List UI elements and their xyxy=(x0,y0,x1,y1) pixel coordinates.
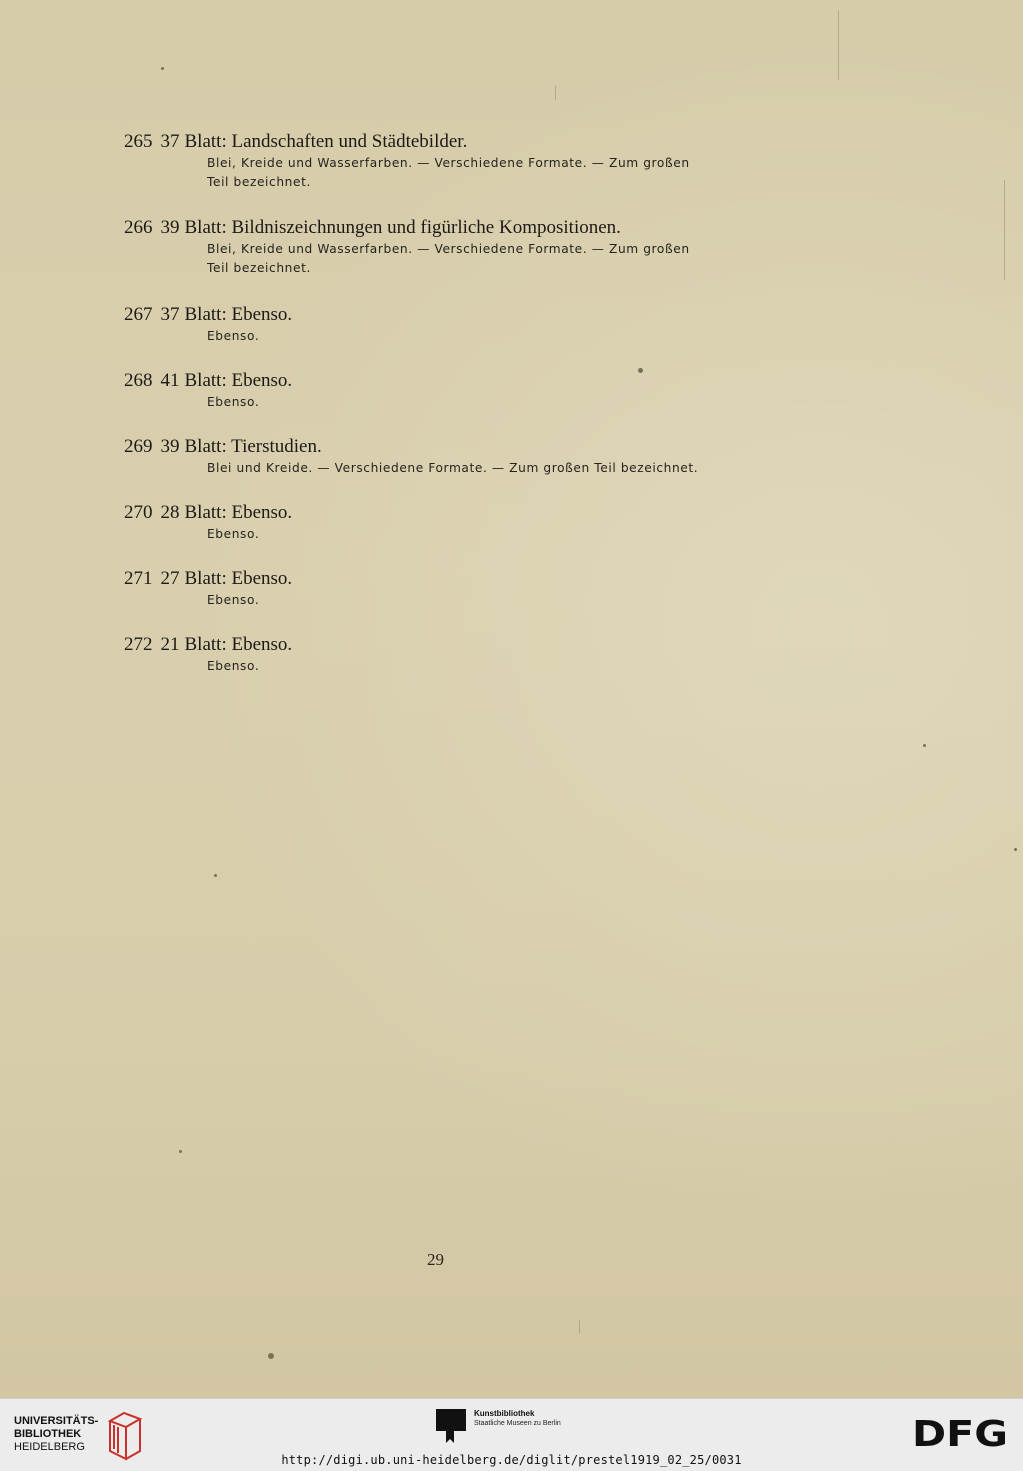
entry-description-line: Blei, Kreide und Wasserfarben. — Verschiedene Formate. — Zum großen xyxy=(207,156,690,170)
entry-description-line: Teil bezeichnet. xyxy=(207,175,311,189)
paper-crease xyxy=(579,1320,580,1334)
page-number: 29 xyxy=(427,1250,444,1269)
entry-title: Blatt: Ebenso. xyxy=(184,370,293,391)
entry-description xyxy=(207,154,690,192)
library-name-line3: HEIDELBERG xyxy=(14,1441,85,1453)
entry-number: 271 xyxy=(124,568,153,589)
catalog-entry xyxy=(124,217,690,278)
entry-count: 39 xyxy=(160,436,180,457)
kunstbibliothek-emblem-icon xyxy=(436,1409,466,1443)
catalog-entry xyxy=(124,502,292,544)
entry-count: 37 xyxy=(160,131,180,152)
entry-description xyxy=(207,591,292,610)
dfg-wordmark: DFG xyxy=(912,1417,1008,1449)
entry-heading xyxy=(124,568,292,590)
entry-number: 266 xyxy=(124,217,153,238)
catalog-entry xyxy=(124,634,292,676)
entry-description-line: Ebenso. xyxy=(207,329,260,343)
entry-count: 28 xyxy=(160,502,180,523)
entry-heading xyxy=(124,370,292,392)
entry-description xyxy=(207,459,698,478)
paper-crease xyxy=(1004,180,1005,280)
paper-speck xyxy=(214,874,217,877)
paper-speck xyxy=(1014,848,1017,851)
entry-description-line: Ebenso. xyxy=(207,593,260,607)
entry-description xyxy=(207,525,292,544)
entry-description xyxy=(207,393,292,412)
entry-number: 267 xyxy=(124,304,153,325)
paper-speck xyxy=(638,368,643,373)
entry-number: 269 xyxy=(124,436,153,457)
dfg-logo[interactable] xyxy=(912,1417,1012,1449)
catalog-entry xyxy=(124,568,292,610)
entry-number: 270 xyxy=(124,502,153,523)
entry-number: 265 xyxy=(124,131,153,152)
entry-description-line: Ebenso. xyxy=(207,659,260,673)
paper-speck xyxy=(161,67,164,70)
entry-heading xyxy=(124,131,690,153)
entry-number: 272 xyxy=(124,634,153,655)
entry-count: 27 xyxy=(160,568,180,589)
kunstbibliothek-logo[interactable] xyxy=(436,1409,616,1445)
paper-crease xyxy=(555,86,556,100)
entry-title: Blatt: Landschaften und Städtebilder. xyxy=(184,131,468,152)
entry-description xyxy=(207,657,292,676)
entry-count: 39 xyxy=(160,217,180,238)
entry-title: Blatt: Ebenso. xyxy=(184,502,293,523)
catalog-entry xyxy=(124,131,690,192)
entry-description-line: Ebenso. xyxy=(207,395,260,409)
catalog-entry xyxy=(124,436,698,478)
permalink-url[interactable]: http://digi.ub.uni-heidelberg.de/diglit/prestel1919_02_25/0031 xyxy=(281,1453,742,1467)
catalog-entry xyxy=(124,304,292,346)
kunstbibliothek-subtitle: Staatliche Museen zu Berlin xyxy=(474,1420,561,1427)
library-name-line2: BIBLIOTHEK xyxy=(14,1428,82,1440)
entry-description-line: Blei, Kreide und Wasserfarben. — Verschiedene Formate. — Zum großen xyxy=(207,242,690,256)
entry-count: 37 xyxy=(160,304,180,325)
entry-heading xyxy=(124,436,698,458)
entry-heading xyxy=(124,502,292,524)
entry-number: 268 xyxy=(124,370,153,391)
heidelberg-library-logo[interactable] xyxy=(14,1407,149,1459)
entry-description xyxy=(207,240,690,278)
digitization-footer xyxy=(0,1398,1023,1471)
entry-description xyxy=(207,327,292,346)
entry-count: 21 xyxy=(160,634,180,655)
kunstbibliothek-name: Kunstbibliothek xyxy=(474,1409,535,1418)
entry-title: Blatt: Ebenso. xyxy=(184,568,293,589)
catalog-entry xyxy=(124,370,292,412)
entry-description-line: Teil bezeichnet. xyxy=(207,261,311,275)
paper-speck xyxy=(268,1353,274,1359)
entry-description-line: Ebenso. xyxy=(207,527,260,541)
library-name-line1: UNIVERSITÄTS- xyxy=(14,1415,99,1427)
entry-title: Blatt: Tierstudien. xyxy=(184,436,322,457)
paper-speck xyxy=(179,1150,182,1153)
entry-count: 41 xyxy=(160,370,180,391)
entry-title: Blatt: Ebenso. xyxy=(184,634,293,655)
entry-heading xyxy=(124,304,292,326)
entry-title: Blatt: Bildniszeichnungen und figürliche Kompositionen. xyxy=(184,217,621,238)
paper-speck xyxy=(923,744,926,747)
entry-heading xyxy=(124,634,292,656)
paper-crease xyxy=(838,10,839,80)
entry-description-line: Blei und Kreide. — Verschiedene Formate. — Zum großen Teil bezeichnet. xyxy=(207,461,699,475)
entry-heading xyxy=(124,217,690,239)
entry-title: Blatt: Ebenso. xyxy=(184,304,293,325)
